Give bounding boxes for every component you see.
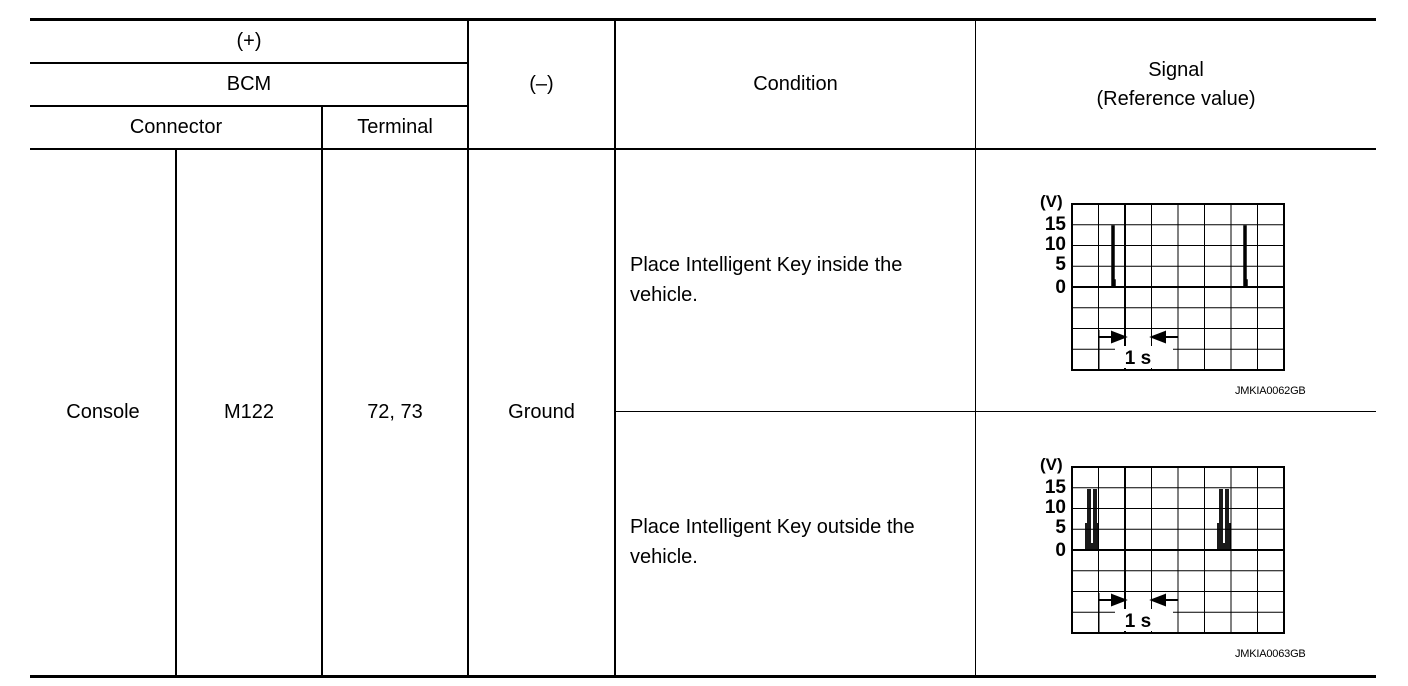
header-signal <box>976 21 1376 148</box>
time-label: 1 s <box>1124 348 1152 369</box>
y-tick-5: 5 <box>1055 517 1066 538</box>
signal-pulse-1 <box>1112 226 1115 287</box>
signal-pulse-2 <box>1244 226 1247 287</box>
graph-ref-code: JMKIA0062GB <box>1235 385 1306 397</box>
connector-location: Console <box>66 401 140 423</box>
time-arrow-right <box>1152 332 1178 342</box>
terminal-numbers: 72, 73 <box>367 401 423 423</box>
header-minus: (–) <box>529 73 554 95</box>
y-tick-10: 10 <box>1044 234 1066 255</box>
y-tick-5: 5 <box>1055 254 1066 275</box>
graph-unit-label: (V) <box>1040 192 1063 211</box>
time-label: 1 s <box>1124 611 1152 632</box>
header-signal-subtitle: (Reference value) <box>1096 87 1256 110</box>
time-arrow-left <box>1099 595 1125 605</box>
oscilloscope-plot-inside <box>1030 190 1330 410</box>
header-plus: (+) <box>236 30 262 52</box>
graph-unit-label: (V) <box>1040 455 1063 474</box>
ground-cell: Ground <box>508 401 575 423</box>
header-bcm: BCM <box>226 73 272 95</box>
signal-graph-inside <box>1030 190 1330 410</box>
signal-graph-outside <box>1030 453 1330 673</box>
y-tick-15: 15 <box>1044 477 1066 498</box>
signal-pulse-group-2 <box>1218 489 1230 550</box>
table-bottom-rule <box>30 675 1376 678</box>
header-signal-title: Signal <box>1148 58 1204 81</box>
header-connector: Connector <box>129 116 223 138</box>
condition-inside: Place Intelligent Key inside the vehicle. <box>630 254 903 306</box>
time-arrow-left <box>1099 332 1125 342</box>
header-condition: Condition <box>753 73 838 95</box>
condition-outside: Place Intelligent Key outside the vehicle. <box>630 516 915 568</box>
oscilloscope-plot-outside <box>1030 453 1330 673</box>
connector-id: M122 <box>223 401 275 423</box>
time-arrow-right <box>1152 595 1178 605</box>
signal-pulse-group-1 <box>1086 489 1098 550</box>
y-tick-0: 0 <box>1055 277 1066 298</box>
y-tick-15: 15 <box>1044 214 1066 235</box>
condition-divider <box>615 411 1376 412</box>
header-terminal: Terminal <box>357 116 433 138</box>
y-tick-10: 10 <box>1044 497 1066 518</box>
y-tick-0: 0 <box>1055 540 1066 561</box>
graph-ref-code: JMKIA0063GB <box>1235 648 1306 660</box>
